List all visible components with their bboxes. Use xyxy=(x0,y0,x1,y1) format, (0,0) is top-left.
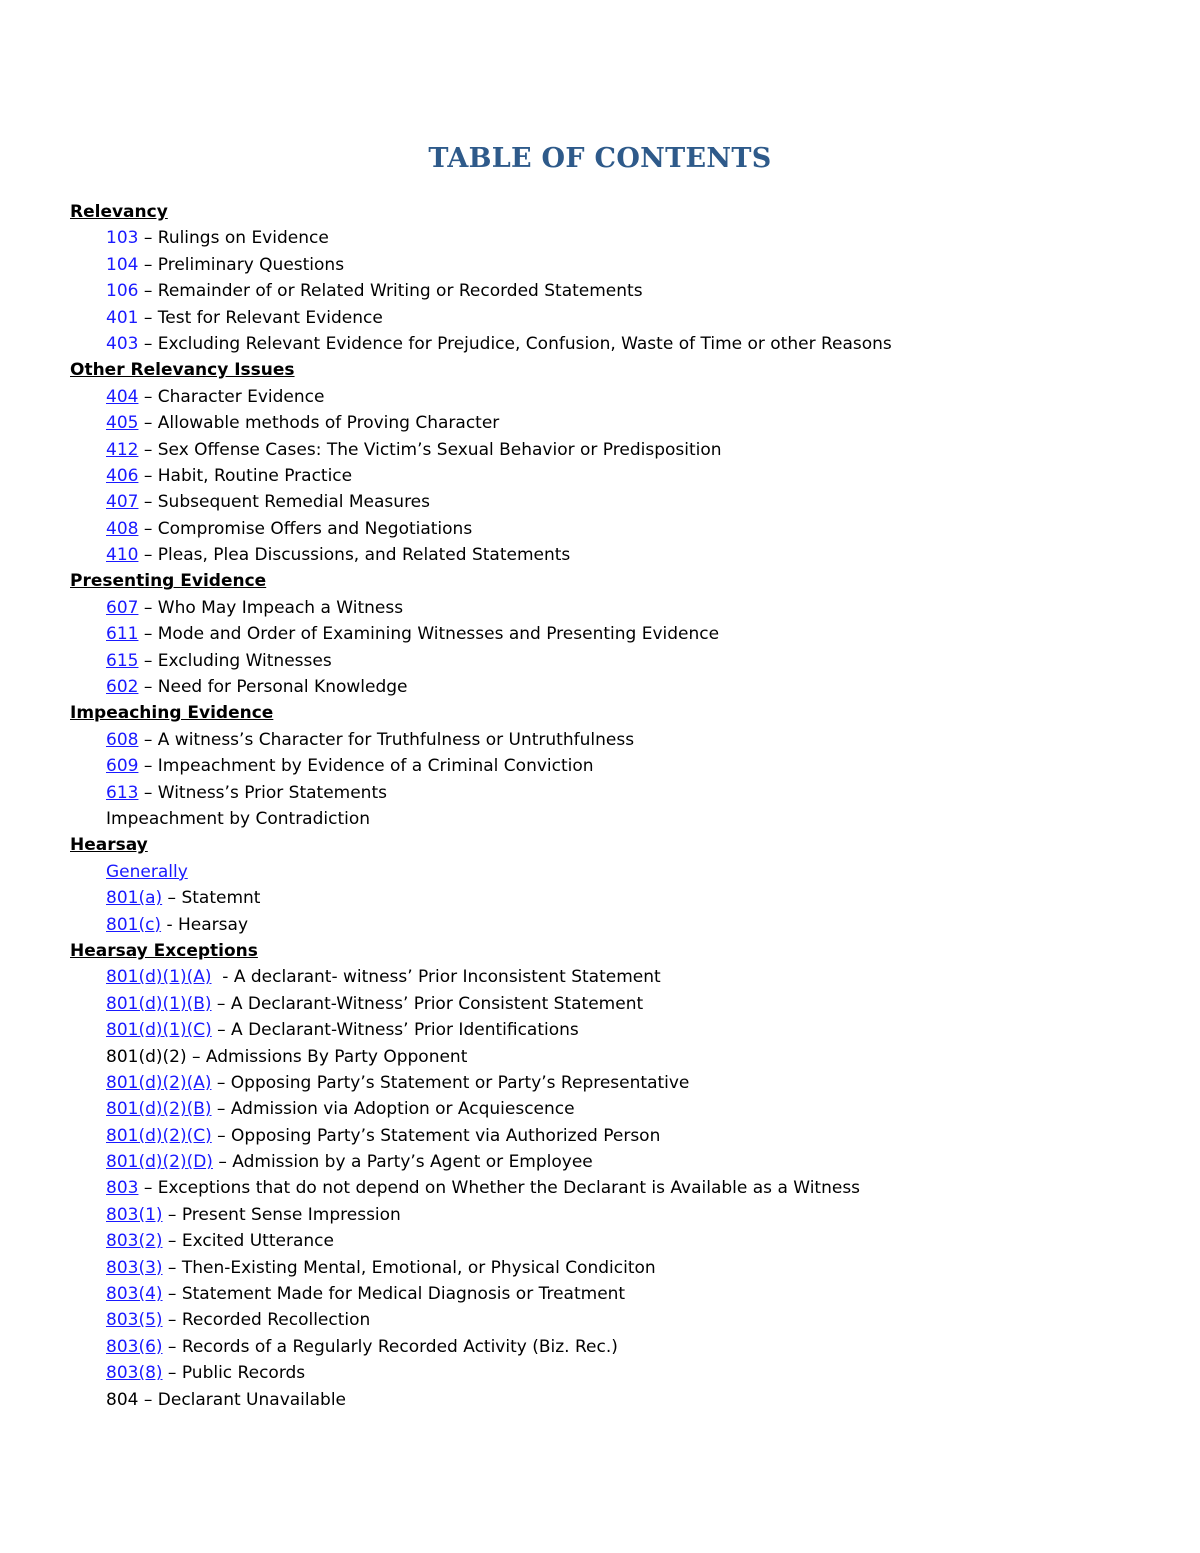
toc-entry xyxy=(70,1149,1150,1175)
entry-separator: – xyxy=(162,1231,182,1252)
rule-link[interactable]: 407 xyxy=(106,492,139,513)
entry-description: Subsequent Remedial Measures xyxy=(157,492,430,513)
rule-link[interactable]: 803(4) xyxy=(106,1284,163,1305)
rule-link[interactable]: 613 xyxy=(106,782,139,803)
table-of-contents xyxy=(70,199,1150,1413)
toc-entry xyxy=(70,1202,1150,1228)
entry-separator: – xyxy=(211,1020,232,1041)
entry-separator: – xyxy=(162,1284,182,1305)
section-heading: Hearsay xyxy=(70,835,148,856)
rule-link[interactable]: 615 xyxy=(106,650,139,671)
rule-link[interactable]: 609 xyxy=(106,756,139,777)
rule-link[interactable]: 406 xyxy=(106,465,139,486)
entry-separator: – xyxy=(162,1336,182,1357)
rule-link[interactable]: 801(d)(2)(A) xyxy=(106,1072,212,1093)
entry-description: Rulings on Evidence xyxy=(157,228,329,249)
entry-description: Excluding Relevant Evidence for Prejudice, Confusion, Waste of Time or other Reasons xyxy=(157,333,892,354)
rule-link[interactable]: 602 xyxy=(106,677,139,698)
entry-separator: – xyxy=(211,993,231,1014)
rule-link[interactable]: 801(d)(2)(D) xyxy=(106,1152,213,1173)
section-heading: Presenting Evidence xyxy=(70,571,267,592)
toc-entry xyxy=(70,1123,1150,1149)
entry-separator: – xyxy=(138,228,158,249)
entry-separator: – xyxy=(138,333,158,354)
entry-description: Then-Existing Mental, Emotional, or Physical Condiciton xyxy=(181,1257,656,1278)
entry-description: A Declarant-Witness’ Prior Consistent Statement xyxy=(230,993,644,1014)
entry-separator: – xyxy=(138,756,158,777)
entry-description: Pleas, Plea Discussions, and Related Statements xyxy=(157,545,571,566)
rule-number: 104 xyxy=(106,254,139,275)
toc-entry xyxy=(70,331,1150,357)
entry-separator: – xyxy=(138,729,158,750)
entry-separator: – xyxy=(138,650,158,671)
toc-entry xyxy=(70,859,1150,885)
rule-number: 103 xyxy=(106,228,139,249)
entry-separator: – xyxy=(138,518,158,539)
toc-entry xyxy=(70,595,1150,621)
entry-description: Excited Utterance xyxy=(181,1231,334,1252)
entry-separator: – xyxy=(138,465,158,486)
rule-link[interactable]: 803(3) xyxy=(106,1257,163,1278)
entry-description: Excluding Witnesses xyxy=(157,650,332,671)
entry-separator: – xyxy=(138,677,158,698)
toc-entry xyxy=(70,489,1150,515)
entry-description: Who May Impeach a Witness xyxy=(157,597,404,618)
toc-entry xyxy=(70,1255,1150,1281)
entry-description: Character Evidence xyxy=(157,386,325,407)
rule-link[interactable]: 801(d)(1)(C) xyxy=(106,1020,212,1041)
toc-entry xyxy=(70,463,1150,489)
entry-separator: – xyxy=(138,1389,158,1410)
toc-entry xyxy=(70,278,1150,304)
entry-description: Habit, Routine Practice xyxy=(157,465,353,486)
toc-entry xyxy=(70,305,1150,331)
toc-entry xyxy=(70,912,1150,938)
toc-entry xyxy=(70,885,1150,911)
entry-description: Statemnt xyxy=(181,888,261,909)
rule-link[interactable]: 410 xyxy=(106,545,139,566)
rule-link[interactable]: 801(d)(2)(C) xyxy=(106,1125,212,1146)
entry-description: Admission by a Party’s Agent or Employee xyxy=(232,1152,593,1173)
entry-description: A declarant- witness’ Prior Inconsistent Statement xyxy=(233,967,661,988)
entry-separator: – xyxy=(211,1099,231,1120)
entry-separator: – xyxy=(138,281,158,302)
toc-entry xyxy=(70,384,1150,410)
entry-separator: – xyxy=(138,413,158,434)
entry-description: Hearsay xyxy=(178,914,248,935)
entry-description: Mode and Order of Examining Witnesses and Presenting Evidence xyxy=(157,624,720,645)
toc-entry xyxy=(70,991,1150,1017)
entry-separator: – xyxy=(138,386,158,407)
entry-separator: – xyxy=(138,624,158,645)
entry-description: Present Sense Impression xyxy=(181,1204,401,1225)
rule-link[interactable]: Generally xyxy=(106,861,188,882)
toc-entry xyxy=(70,753,1150,779)
entry-description: Public Records xyxy=(181,1363,306,1384)
toc-entry xyxy=(70,1096,1150,1122)
section-heading: Impeaching Evidence xyxy=(70,703,274,724)
entry-description: Exceptions that do not depend on Whether the Declarant is Available as a Witness xyxy=(157,1178,861,1199)
toc-entry xyxy=(70,674,1150,700)
toc-entry xyxy=(70,252,1150,278)
entry-separator: – xyxy=(162,1204,182,1225)
entry-separator: – xyxy=(211,1072,231,1093)
entry-separator: – xyxy=(138,492,158,513)
entry-separator: – xyxy=(162,1310,182,1331)
section-heading: Hearsay Exceptions xyxy=(70,940,258,961)
toc-entry xyxy=(70,1281,1150,1307)
toc-entry xyxy=(70,1360,1150,1386)
toc-entry xyxy=(70,1017,1150,1043)
toc-entry xyxy=(70,1387,1150,1413)
toc-entry xyxy=(70,621,1150,647)
toc-entry xyxy=(70,1044,1150,1070)
entry-description: Need for Personal Knowledge xyxy=(157,677,408,698)
toc-entry xyxy=(70,727,1150,753)
toc-entry xyxy=(70,964,1150,990)
rule-link[interactable]: 803 xyxy=(106,1178,139,1199)
rule-link[interactable]: 608 xyxy=(106,729,139,750)
rule-link[interactable]: 611 xyxy=(106,624,139,645)
entry-description: Statement Made for Medical Diagnosis or Treatment xyxy=(181,1284,626,1305)
entry-description: Recorded Recollection xyxy=(181,1310,371,1331)
rule-number: 403 xyxy=(106,333,139,354)
rule-link[interactable]: 803(8) xyxy=(106,1363,163,1384)
rule-link[interactable]: 408 xyxy=(106,518,139,539)
entry-separator: – xyxy=(162,888,182,909)
entry-separator: – xyxy=(138,307,158,328)
entry-description: Remainder of or Related Writing or Recorded Statements xyxy=(157,281,643,302)
entry-separator: – xyxy=(138,439,158,460)
entry-description: Witness’s Prior Statements xyxy=(157,782,387,803)
entry-description: Compromise Offers and Negotiations xyxy=(157,518,473,539)
rule-link[interactable]: 803(5) xyxy=(106,1310,163,1331)
toc-entry xyxy=(70,542,1150,568)
entry-separator: – xyxy=(162,1257,182,1278)
entry-separator: – xyxy=(211,1125,232,1146)
entry-description: Admissions By Party Opponent xyxy=(205,1046,468,1067)
entry-separator: – xyxy=(138,597,158,618)
entry-description: Test for Relevant Evidence xyxy=(157,307,383,328)
entry-description: A Declarant-Witness’ Prior Identifications xyxy=(231,1020,579,1041)
toc-entry xyxy=(70,648,1150,674)
entry-description: Records of a Regularly Recorded Activity (Biz. Rec.) xyxy=(181,1336,618,1357)
rule-link[interactable]: 803(2) xyxy=(106,1231,163,1252)
toc-entry xyxy=(70,1070,1150,1096)
rule-link[interactable]: 412 xyxy=(106,439,139,460)
section-heading: Relevancy xyxy=(70,202,168,222)
entry-description: Impeachment by Evidence of a Criminal Conviction xyxy=(157,756,594,777)
entry-description: Impeachment by Contradiction xyxy=(106,808,371,829)
section-heading: Other Relevancy Issues xyxy=(70,360,295,381)
rule-link[interactable]: 801(d)(2)(B) xyxy=(106,1099,212,1120)
rule-link[interactable]: 801(a) xyxy=(106,888,163,909)
entry-description: Preliminary Questions xyxy=(157,254,345,275)
entry-description: Allowable methods of Proving Character xyxy=(157,413,500,434)
rule-link[interactable]: 801(d)(1)(B) xyxy=(106,993,212,1014)
toc-entry xyxy=(70,225,1150,251)
rule-number: 401 xyxy=(106,307,139,328)
entry-separator: – xyxy=(212,1152,233,1173)
rule-link[interactable]: 801(d)(1)(A) xyxy=(106,967,212,988)
toc-entry xyxy=(70,806,1150,832)
entry-description: Opposing Party’s Statement via Authorized Person xyxy=(231,1125,661,1146)
entry-separator: - xyxy=(161,914,179,935)
rule-number: 106 xyxy=(106,281,139,302)
entry-separator: – xyxy=(186,1046,206,1067)
toc-entry xyxy=(70,780,1150,806)
entry-description: Opposing Party’s Statement or Party’s Representative xyxy=(230,1072,690,1093)
entry-separator: - xyxy=(211,967,234,988)
entry-description: Admission via Adoption or Acquiescence xyxy=(230,1099,575,1120)
rule-link[interactable]: 404 xyxy=(106,386,139,407)
toc-entry xyxy=(70,516,1150,542)
toc-entry xyxy=(70,1334,1150,1360)
toc-entry xyxy=(70,1228,1150,1254)
toc-entry xyxy=(70,410,1150,436)
rule-number: 801(d)(2) xyxy=(106,1046,187,1067)
entry-separator: – xyxy=(138,545,158,566)
rule-link[interactable]: 801(c) xyxy=(106,914,162,935)
rule-number: 804 xyxy=(106,1389,139,1410)
rule-link[interactable]: 405 xyxy=(106,413,139,434)
entry-separator: – xyxy=(138,1178,158,1199)
entry-separator: – xyxy=(138,782,158,803)
entry-separator: – xyxy=(162,1363,182,1384)
toc-entry xyxy=(70,1175,1150,1201)
rule-link[interactable]: 607 xyxy=(106,597,139,618)
entry-description: Declarant Unavailable xyxy=(157,1389,347,1410)
entry-description: A witness’s Character for Truthfulness or Untruthfulness xyxy=(157,729,635,750)
page-title: TABLE OF CONTENTS xyxy=(428,143,772,174)
entry-separator: – xyxy=(138,254,158,275)
rule-link[interactable]: 803(1) xyxy=(106,1204,163,1225)
toc-entry xyxy=(70,1307,1150,1333)
rule-link[interactable]: 803(6) xyxy=(106,1336,163,1357)
toc-entry xyxy=(70,437,1150,463)
entry-description: Sex Offense Cases: The Victim’s Sexual Behavior or Predisposition xyxy=(157,439,722,460)
